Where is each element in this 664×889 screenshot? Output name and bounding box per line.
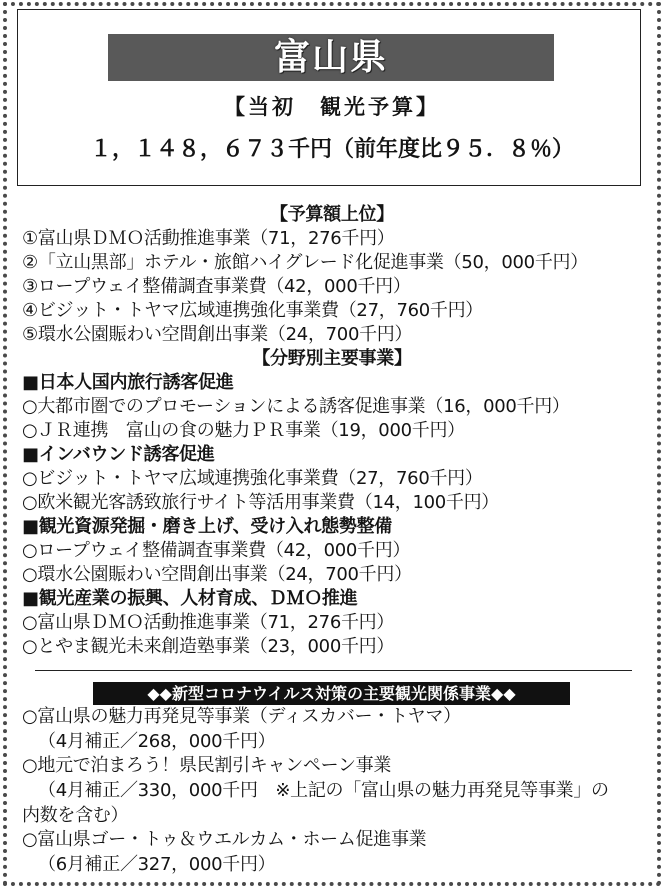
top-budget-heading: 【予算額上位】 <box>270 204 394 225</box>
covid-item-detail: （6月補正／327，000千円） <box>38 854 276 876</box>
covid-item-detail: （4月補正／330，000千円 ※上記の「富山県の魅力再発見等事業」の <box>38 780 609 802</box>
covid-item-name: ○富山県の魅力再発見等事業（ディスカバー・トヤマ） <box>22 706 461 727</box>
covid-list <box>22 705 642 878</box>
field-item: ○ＪＲ連携 富山の食の魅力ＰＲ事業（19，000千円） <box>22 420 465 441</box>
prefecture-title: 富山県 <box>108 34 554 81</box>
budget-subtitle: 【当初 観光予算】 <box>224 95 440 119</box>
field-item: ○ビジット・トヤマ広域連携強化事業費（27，760千円） <box>22 468 483 489</box>
field-item: ○ロープウェイ整備調査事業費（42，000千円） <box>22 540 411 561</box>
field-group-title: ■日本人国内旅行誘客促進 <box>22 372 234 393</box>
top-budget-item: ②「立山黒部」ホテル・旅館ハイグレード化促進事業（50，000千円） <box>22 252 588 273</box>
top-budget-item: ④ビジット・トヤマ広域連携強化事業費（27，760千円） <box>22 300 483 321</box>
budget-total: １，１４８，６７３千円（前年度比９５．８％） <box>89 137 574 162</box>
budget-list <box>22 203 642 659</box>
top-budget-item: ①富山県ＤＭＯ活動推進事業（71，276千円） <box>22 228 395 249</box>
top-budget-item: ③ロープウェイ整備調査事業費（42，000千円） <box>22 276 411 297</box>
covid-heading: ◆◆新型コロナウイルス対策の主要観光関係事業◆◆ <box>93 682 570 705</box>
field-group-title: ■観光資源発掘・磨き上げ、受け入れ態勢整備 <box>22 516 392 537</box>
covid-item-name: ○富山県ゴー・トゥ＆ウエルカム・ホーム促進事業 <box>22 829 427 851</box>
field-item: ○とやま観光未来創造塾事業（23，000千円） <box>22 636 395 657</box>
covid-item-detail-continued: 内数を含む） <box>22 804 129 826</box>
covid-item-name: ○地元で泊まろう！県民割引キャンペーン事業 <box>22 755 392 777</box>
field-item: ○環水公園賑わい空間創出事業（24，700千円） <box>22 564 412 585</box>
covid-item-detail: （4月補正／268，000千円） <box>38 730 276 752</box>
top-budget-item: ⑤環水公園賑わい空間創出事業（24，700千円） <box>22 324 413 345</box>
by-field-heading: 【分野別主要事業】 <box>252 348 412 369</box>
field-item: ○大都市圏でのプロモーションによる誘客促進事業（16，000千円） <box>22 396 570 417</box>
field-item: ○欧米観光客誘致旅行サイト等活用事業費（14，100千円） <box>22 492 500 513</box>
field-group-title: ■インバウンド誘客促進 <box>22 444 215 465</box>
field-item: ○富山県ＤＭＯ活動推進事業（71，276千円） <box>22 612 395 633</box>
field-group-title: ■観光産業の振興、人材育成、ＤＭＯ推進 <box>22 588 358 609</box>
section-divider <box>35 670 632 671</box>
